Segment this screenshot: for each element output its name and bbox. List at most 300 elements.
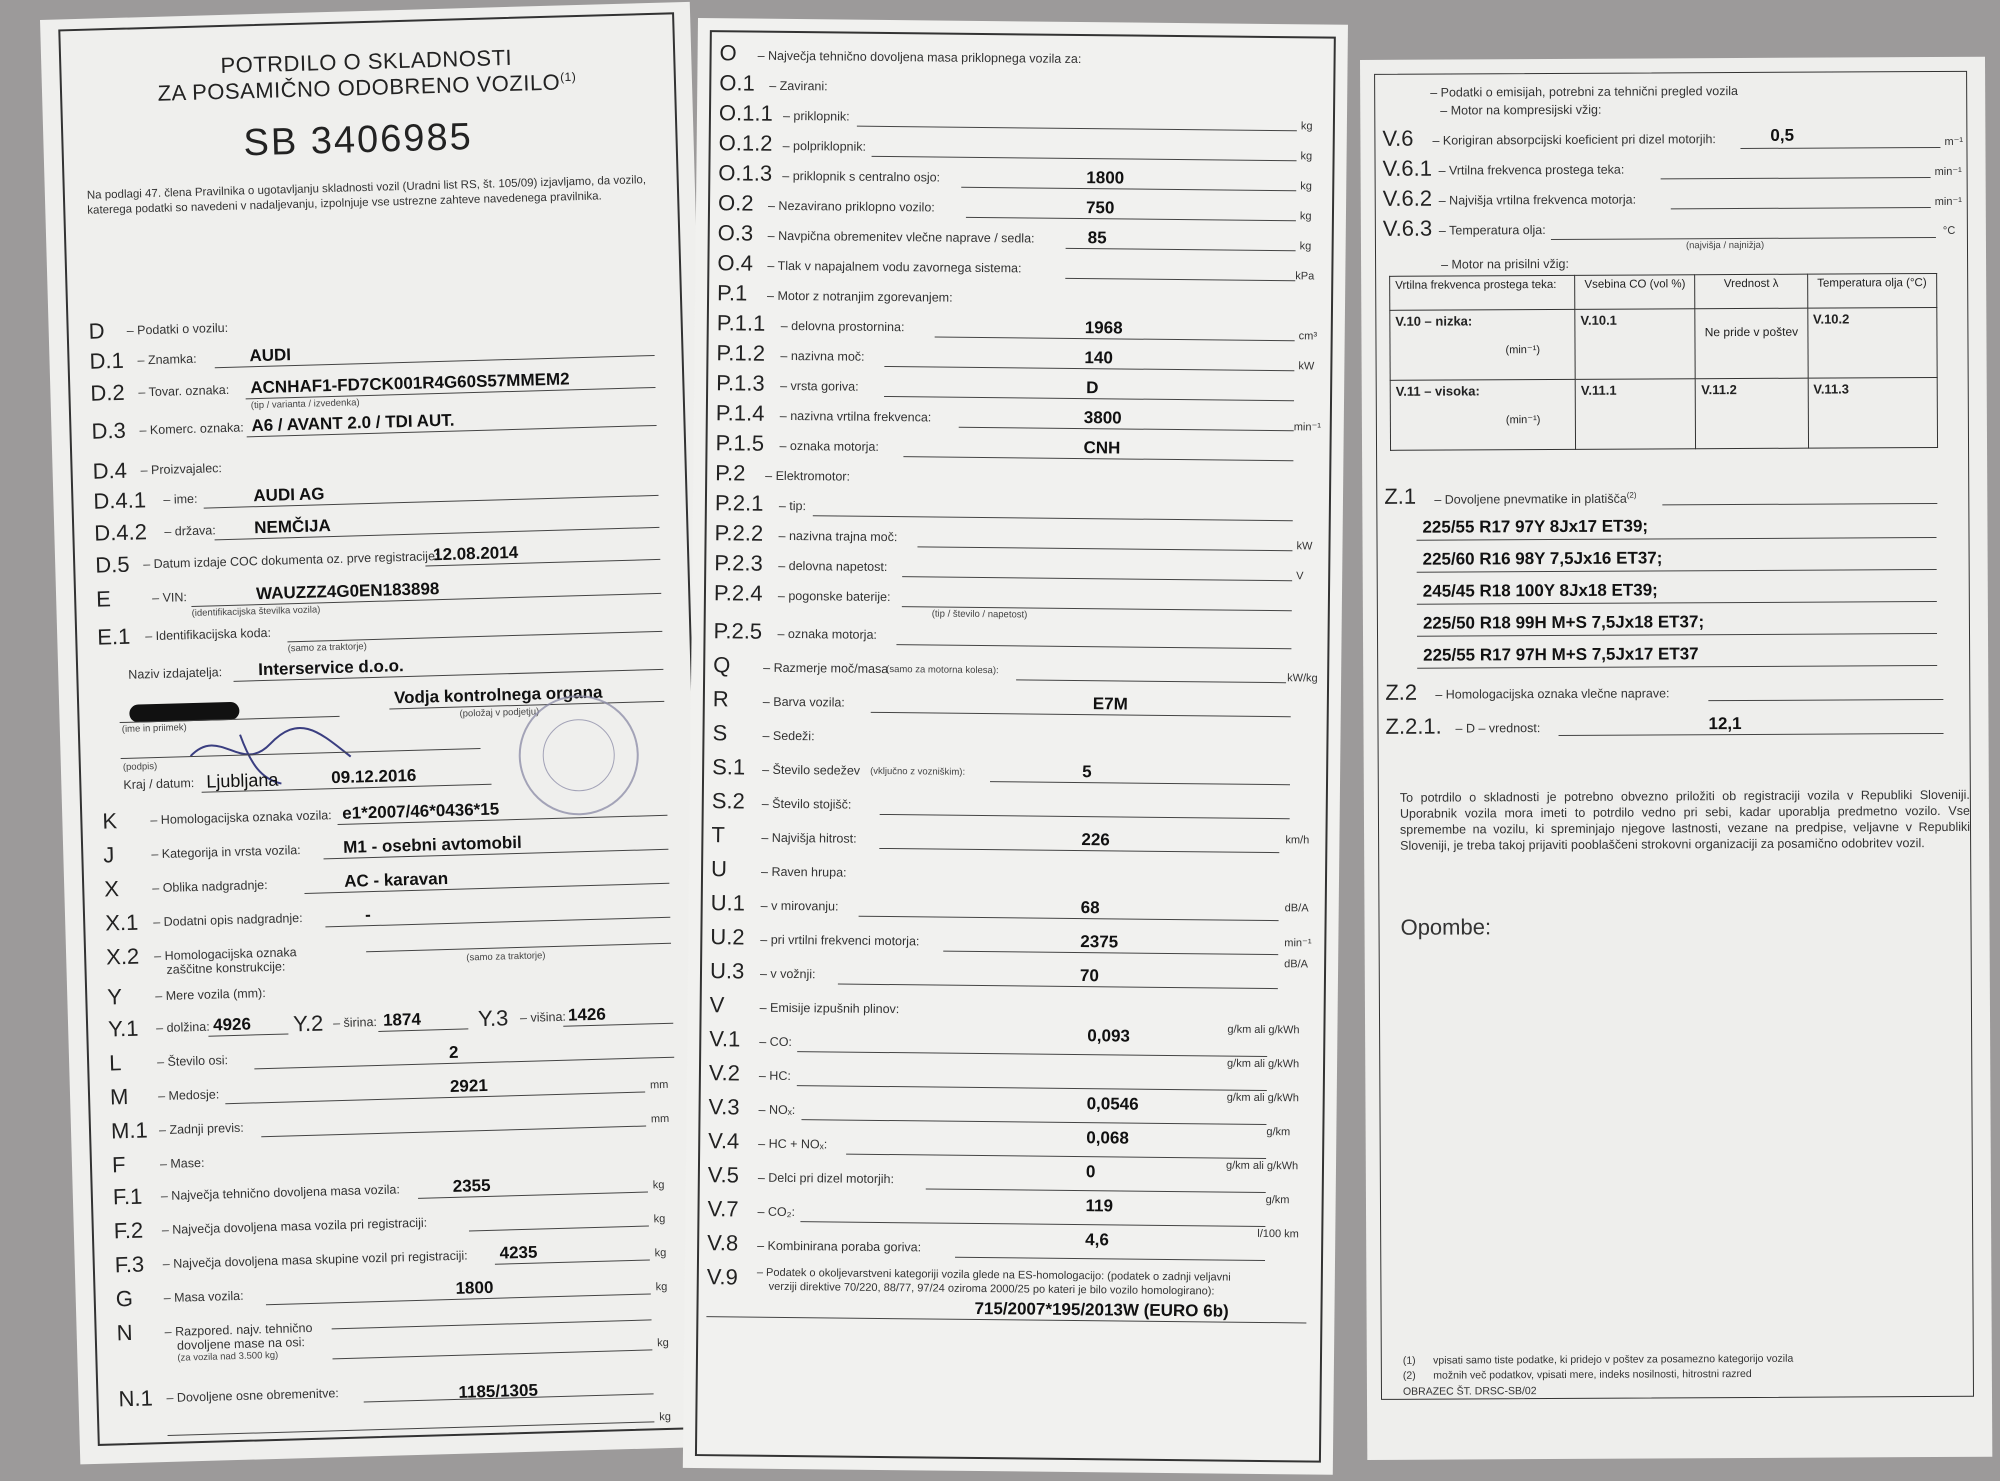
- field-line: [332, 1349, 652, 1359]
- field-label: – Homologacijska oznaka vozila:: [150, 808, 332, 828]
- field-label: – Največja dovoljena masa vozila pri registraciji:: [161, 1215, 428, 1238]
- field-label: – Homologacijska oznaka vlečne naprave:: [1435, 686, 1670, 702]
- field-line: [1417, 537, 1937, 541]
- row-v63: [1361, 213, 1986, 252]
- field-code: P.1.1: [716, 310, 766, 336]
- field-label: – Identifikacijska koda:: [145, 625, 272, 644]
- field-line: [797, 1085, 1267, 1091]
- field-line: [469, 1225, 649, 1231]
- fuel-value: D: [1086, 378, 1099, 398]
- field-label: – Homologacijska oznaka: [153, 945, 297, 964]
- stamp-emblem: [542, 718, 616, 792]
- field-unit: kPa: [1295, 270, 1315, 283]
- field-unit: kg: [654, 1246, 667, 1260]
- field-label: – Podatek o okoljevarstveni kategoriji vozila glede na ES-homologacijo: (podatek o zadnji veljavni: [756, 1266, 1231, 1284]
- list-item: [1416, 513, 1936, 546]
- width-value: 1874: [382, 1009, 422, 1030]
- field-unit: dB/A: [1284, 902, 1309, 915]
- field-label: – Proizvajalec:: [140, 461, 223, 478]
- field-label: – Število stojišč:: [761, 796, 852, 812]
- type-code-value: ACNHAF1-FD7CK001R4G60S57MMEM2: [250, 369, 570, 398]
- field-code: V.3: [708, 1094, 740, 1120]
- table-cell: V.11.1: [1575, 379, 1696, 450]
- field-label: – v mirovanju:: [760, 898, 839, 914]
- section-heading: – Motor na prisilni vžig:: [1441, 256, 1569, 272]
- field-label: – HC:: [758, 1068, 791, 1084]
- colour-value: E7M: [1092, 694, 1128, 714]
- field-sub: (samo za traktorje): [287, 641, 367, 655]
- field-code: O.2: [717, 190, 754, 216]
- field-label: – Masa vozila:: [163, 1288, 244, 1306]
- vin-value: WAUZZZ4G0EN183898: [255, 579, 440, 604]
- axle-loads-value: 1185/1305: [458, 1380, 539, 1402]
- list-item: [1417, 609, 1937, 642]
- row-v62: [1361, 183, 1986, 216]
- nox-value: 0,0546: [1086, 1094, 1139, 1114]
- place-value: Ljubljana: [206, 769, 279, 792]
- wheelbase-value: 2921: [449, 1075, 489, 1096]
- field-label: – Oblika nadgradnje:: [152, 877, 268, 896]
- field-code: U.2: [710, 924, 745, 950]
- field-line: [813, 515, 1293, 521]
- field-label: – priklopnik:: [782, 108, 850, 124]
- field-code: O.4: [717, 250, 754, 276]
- field-label: – priklopnik s centralno osjo:: [782, 168, 941, 185]
- field-code: P.1.2: [716, 340, 766, 366]
- table-cell: [1390, 379, 1575, 450]
- field-label: – nazivna vrtilna frekvenca:: [779, 408, 932, 425]
- noise-rpm-value: 2375: [1080, 932, 1119, 952]
- field-code: V.9: [706, 1264, 738, 1290]
- axles-value: 2: [448, 1042, 459, 1062]
- field-label: verziji direktive 70/220, 88/77, 97/24 oziroma 2000/25 po kateri je bilo vozilo homologirano):: [768, 1280, 1215, 1298]
- field-unit: kg: [1299, 210, 1312, 223]
- field-code: D.4.1: [93, 487, 147, 514]
- field-label: – dolžina:: [155, 1019, 210, 1036]
- field-label: – Elektromotor:: [765, 468, 851, 484]
- field-unit: kg: [1299, 240, 1312, 253]
- field-line: [896, 644, 1291, 649]
- field-label: – pri vrtilni frekvenci motorja:: [760, 932, 920, 949]
- field-code: Y.2: [292, 1010, 324, 1037]
- field-label: – Motor z notranjim zgorevanjem:: [767, 288, 953, 305]
- field-unit: kW/kg: [1287, 672, 1318, 685]
- manufacturer-value: AUDI AG: [253, 484, 325, 506]
- field-unit: min⁻¹: [1934, 195, 1962, 208]
- table-cell-text: V.10 – nizka:: [1395, 313, 1473, 329]
- tyre-value: 225/60 R16 98Y 7,5Jx16 ET37;: [1422, 548, 1663, 569]
- field-line: [872, 156, 1297, 161]
- field-label: – D – vrednost:: [1455, 721, 1541, 736]
- field-code: S.1: [712, 754, 746, 780]
- field-sub: (identifikacijska številka vozila): [191, 604, 321, 619]
- field-code: O.1: [719, 70, 755, 96]
- field-label: – pogonske baterije:: [777, 588, 891, 605]
- field-code: P.2.4: [713, 580, 763, 606]
- field-line: [1559, 733, 1944, 736]
- legal-notice: To potrdilo o skladnosti je potrebno obvezno priložiti ob registraciji vozila v Republiki Sloveniji. Uporabnik vozila mora imeti to potrdilo vedno pri sebi, kadar uporablja predmetno vozilo. Vse spremembe na vozilu, ki spreminjajo njegove lastnosti, vezane na predpise, veljavne v Republiki Sloveniji, je treba takoj prijaviti pooblaščeni strokovni organizaciji za posamično odobritev vozil.: [1399, 787, 1971, 853]
- field-unit: kg: [652, 1179, 665, 1192]
- page-right: [1360, 57, 1992, 1460]
- field-code: R: [712, 686, 729, 712]
- field-unit: g/km: [1265, 1194, 1290, 1207]
- field-label: – Medosje:: [157, 1087, 220, 1104]
- field-unit: min⁻¹: [1293, 421, 1322, 434]
- table-cell-unit: (min⁻¹): [1505, 344, 1541, 357]
- field-line: [926, 1188, 1266, 1193]
- table-cell: V.11.2: [1696, 378, 1809, 449]
- notes-heading: Opombe:: [1400, 914, 1492, 940]
- field-unit: g/km: [1266, 1126, 1291, 1139]
- homologation-value: e1*2007/46*0436*15: [342, 799, 500, 823]
- field-unit: V: [1296, 570, 1304, 583]
- noise-stationary-value: 68: [1080, 898, 1100, 918]
- noise-driving-value: 70: [1079, 966, 1100, 986]
- field-unit: min⁻¹: [1934, 165, 1962, 178]
- field-label: – Sedeži:: [762, 728, 815, 744]
- field-label: – Navpična obremenitev vlečne naprave / sedla:: [767, 228, 1035, 246]
- field-label: – Dovoljene osne obremenitve:: [166, 1386, 339, 1406]
- field-sub: (za vozila nad 3.500 kg): [177, 1349, 279, 1364]
- field-code: E: [95, 586, 112, 612]
- field-line: [168, 1421, 655, 1436]
- field-code: X.2: [105, 943, 140, 970]
- field-code: V.8: [707, 1230, 739, 1256]
- field-sub: (samo za motorna kolesa):: [886, 664, 999, 677]
- field-unit: kg: [1300, 120, 1313, 133]
- field-label: – Datum izdaje COC dokumenta oz. prve registracije:: [143, 549, 439, 572]
- list-item: [1417, 545, 1937, 578]
- intro-text: Na podlagi 47. člena Pravilnika o ugotavljanju skladnosti vozil (Uradni list RS, št. 105/09) izjavljamo, da vozilo, katerega podatki so navedeni v nadaljevanju, izpolnjuje vse ustrezne zahteve navedenega pravilnika.: [86, 174, 647, 217]
- field-sub: (tip / varianta / izvedenka): [250, 397, 360, 412]
- field-label: – CO₂:: [757, 1204, 796, 1220]
- table-cell: V.11.3: [1808, 377, 1938, 448]
- field-code: X.1: [104, 909, 139, 936]
- seats-value: 5: [1082, 762, 1092, 782]
- field-label: – Mere vozila (mm):: [155, 986, 266, 1004]
- field-label: – polpriklopnik:: [782, 138, 867, 154]
- vehicle-mass-value: 1800: [455, 1277, 494, 1298]
- field-code: D.4.2: [94, 519, 148, 546]
- field-unit: mm: [650, 1112, 670, 1126]
- field-code: V.6.2: [1382, 185, 1433, 211]
- field-code: V.2: [708, 1060, 741, 1086]
- field-label: – oznaka motorja:: [779, 438, 879, 454]
- field-label: – nazivna moč:: [780, 348, 865, 364]
- field-unit: kW: [1296, 540, 1313, 553]
- field-unit: kg: [655, 1280, 668, 1294]
- table-cell: [1390, 309, 1575, 380]
- field-line: [1417, 665, 1937, 669]
- field-label: – Barva vozila:: [762, 694, 845, 710]
- field-unit: g/km ali g/kWh: [1227, 1057, 1300, 1071]
- field-line: [1066, 248, 1296, 251]
- field-code: G: [115, 1285, 134, 1312]
- unbraked-trailer-value: 750: [1085, 198, 1115, 218]
- field-label: zaščitne konstrukcije:: [166, 959, 286, 977]
- footnote-2: (2) možnih več podatkov, vpisati mere, indeks nosilnosti, hitrostni razred: [1402, 1367, 1752, 1382]
- page-left: [40, 2, 730, 1465]
- field-sub: (vključno z vozniškim):: [870, 765, 966, 778]
- table-row: [1390, 307, 1937, 380]
- field-unit: cm³: [1298, 330, 1318, 343]
- field-code: V.5: [707, 1162, 740, 1188]
- field-code: F.2: [113, 1217, 144, 1244]
- field-code: O.1.3: [718, 160, 773, 186]
- field-code: Z.2: [1385, 679, 1418, 705]
- field-code: Q: [713, 652, 731, 678]
- field-unit: g/km ali g/kWh: [1227, 1023, 1300, 1037]
- table-header-cell: Vrtilna frekvenca prostega teka:: [1390, 275, 1575, 310]
- section-heading: – Podatki o emisijah, potrebni za tehnični pregled vozila: [1430, 84, 1739, 100]
- emission-class-value: 715/2007*195/2013W (EURO 6b): [974, 1298, 1229, 1321]
- field-line: [800, 1221, 1265, 1227]
- field-unit: m⁻¹: [1944, 135, 1964, 148]
- field-label: – Nezavirano priklopno vozilo:: [767, 198, 935, 215]
- field-code: P.2: [715, 460, 746, 486]
- field-label: – Podatki o vozilu:: [126, 320, 229, 338]
- field-label: – oznaka motorja:: [777, 626, 877, 642]
- field-line: [1016, 679, 1286, 683]
- field-line: [1708, 699, 1943, 701]
- field-code: F.1: [112, 1183, 143, 1210]
- field-label: – Najvišja hitrost:: [761, 830, 857, 846]
- footnote-1: (1) vpisati samo tiste podatke, ki pridejo v poštev za posamezno kategorijo vozila: [1402, 1352, 1794, 1367]
- field-line: [871, 712, 1291, 717]
- field-line: [990, 781, 1290, 785]
- row-v61: [1361, 153, 1986, 186]
- field-code: O: [719, 40, 737, 66]
- field-line: [121, 748, 481, 759]
- table-cell-unit: (min⁻¹): [1505, 414, 1541, 427]
- field-label: – Tovar. oznaka:: [138, 382, 230, 400]
- field-label: – višina:: [519, 1009, 567, 1025]
- field-code: P.1.5: [715, 430, 765, 456]
- serial-number: SB 3406985: [242, 115, 474, 165]
- field-label: – Zadnji previs:: [158, 1120, 244, 1138]
- field-label: – Korigiran absorpcijski koeficient pri dizel motorjih:: [1432, 132, 1716, 148]
- field-label: – Največja dovoljena masa skupine vozil pri registraciji:: [162, 1248, 468, 1272]
- field-label: – Najvišja vrtilna frekvenca motorja:: [1438, 192, 1637, 208]
- field-label: dovoljene mase na osi:: [176, 1335, 306, 1353]
- field-line: [1740, 147, 1940, 149]
- first-registration-value: 12.08.2014: [432, 542, 519, 565]
- field-unit: g/km ali g/kWh: [1225, 1159, 1299, 1173]
- displacement-value: 1968: [1084, 318, 1123, 338]
- field-line: [801, 1119, 1266, 1125]
- field-line: [859, 916, 1279, 921]
- field-code: P.2.1: [714, 490, 764, 516]
- field-label: – Število sedežev: [762, 762, 861, 778]
- field-label: – Število osi:: [156, 1053, 229, 1070]
- field-label: – CO:: [759, 1034, 793, 1050]
- field-code: D.1: [89, 347, 125, 374]
- absorption-value: 0,5: [1770, 125, 1795, 145]
- field-label: – Dovoljene pnevmatike in platišča$^{(2)}$: [1434, 490, 1637, 507]
- field-label: – delovna prostornina:: [780, 318, 905, 335]
- form-number: OBRAZEC ŠT. DRSC-SB/02: [1402, 1385, 1537, 1398]
- row-z2: [1363, 677, 1988, 710]
- field-code: D.2: [90, 379, 126, 406]
- list-item: [1417, 577, 1937, 610]
- field-unit: kg: [657, 1336, 669, 1350]
- field-sub: (samo za traktorje): [466, 950, 546, 964]
- table-header-row: [1390, 273, 1937, 310]
- field-line: [838, 984, 1278, 990]
- field-unit: g/km ali g/kWh: [1226, 1091, 1299, 1105]
- field-code: F.3: [114, 1251, 145, 1278]
- field-code: P.1.4: [715, 400, 765, 426]
- field-unit: mm: [649, 1078, 669, 1092]
- field-unit: kg: [1300, 180, 1312, 193]
- field-code: E.1: [96, 623, 131, 650]
- field-label: – nazivna trajna moč:: [778, 528, 898, 545]
- field-line: [955, 1257, 1265, 1261]
- field-label: – Temperatura olja:: [1438, 223, 1546, 238]
- field-code: V.1: [709, 1026, 741, 1052]
- field-line: [846, 1154, 1266, 1159]
- field-line: [857, 126, 1297, 132]
- tyre-value: 225/55 R17 97Y 8Jx17 ET39;: [1422, 516, 1649, 537]
- field-line: [797, 1051, 1267, 1057]
- field-label: – NOₓ:: [758, 1102, 796, 1118]
- field-label: – Delci pri dizel motorjih:: [757, 1170, 895, 1187]
- field-label: – Znamka:: [137, 351, 197, 368]
- field-code: T: [711, 822, 726, 848]
- field-code: N.1: [118, 1385, 154, 1412]
- table-header-cell: Temperatura olja (°C): [1807, 273, 1937, 308]
- hc-nox-value: 0,068: [1086, 1128, 1129, 1148]
- rated-speed-value: 3800: [1083, 408, 1122, 428]
- field-unit: dB/A: [1284, 958, 1309, 971]
- field-label: – Razpored. najv. tehnično: [164, 1320, 313, 1340]
- field-code: D.4: [92, 457, 128, 484]
- field-sub: (najvišja / najnižja): [1685, 239, 1765, 252]
- field-label: – Komerc. oznaka:: [139, 420, 244, 438]
- field-code: M: [109, 1083, 129, 1110]
- doc-title-line2: ZA POSAMIČNO ODOBRENO VOZILO$^{(1)}$: [157, 69, 577, 106]
- field-label: – širina:: [332, 1014, 378, 1031]
- field-label: – Zavirani:: [769, 78, 828, 94]
- tyre-value: 225/55 R17 97H M+S 7,5Jx17 ET37: [1423, 644, 1699, 665]
- field-code: U.3: [709, 958, 745, 984]
- vertical-load-value: 85: [1087, 228, 1107, 248]
- field-code: F: [111, 1152, 126, 1178]
- field-unit: kg: [1300, 150, 1313, 163]
- field-code: Z.2.1.: [1385, 713, 1442, 739]
- field-code: V.4: [708, 1128, 740, 1154]
- field-label: Naziv izdajatelja:: [128, 665, 223, 682]
- field-code: P.2.3: [714, 550, 763, 576]
- field-line: [966, 217, 1296, 221]
- field-code: L: [108, 1050, 122, 1076]
- field-label: – VIN:: [151, 590, 188, 606]
- particulates-value: 0: [1085, 1162, 1096, 1182]
- table-row: [1390, 377, 1937, 450]
- field-line: [1671, 207, 1931, 209]
- row-v9: [684, 1264, 1335, 1341]
- field-line: [325, 917, 670, 928]
- power-value: 140: [1084, 348, 1113, 368]
- field-line: [1417, 633, 1937, 637]
- co-value: 0,093: [1087, 1026, 1131, 1046]
- table-cell: V.10.1: [1575, 309, 1696, 380]
- field-line: [959, 427, 1294, 432]
- field-code: S: [712, 720, 728, 746]
- field-code: Y.3: [477, 1005, 509, 1032]
- field-label: – Kombinirana poraba goriva:: [757, 1238, 922, 1255]
- field-line: [332, 1319, 652, 1329]
- field-label: – Tlak v napajalnem vodu zavornega sistema:: [767, 258, 1022, 276]
- field-label: – Vrtilna frekvenca prostega teka:: [1438, 162, 1625, 178]
- field-code: U: [710, 856, 728, 882]
- field-label: – Dodatni opis nadgradnje:: [153, 911, 303, 930]
- table-cell: V.10.2: [1807, 307, 1937, 378]
- list-item: [1417, 641, 1937, 674]
- field-code: O.1.2: [718, 130, 773, 156]
- field-code: M.1: [110, 1117, 149, 1144]
- field-label: – Raven hrupa:: [760, 864, 847, 880]
- tyre-value: 225/50 R18 99H M+S 7,5Jx18 ET37;: [1422, 612, 1705, 633]
- field-code: V: [709, 992, 725, 1018]
- field-code: V.7: [707, 1196, 739, 1222]
- engine-code-value: CNH: [1083, 438, 1121, 458]
- field-unit: km/h: [1285, 834, 1310, 847]
- field-label: – HC + NOₓ:: [758, 1136, 828, 1152]
- field-unit: °C: [1942, 224, 1956, 237]
- field-line: [902, 576, 1292, 581]
- field-code: Y.1: [107, 1015, 139, 1042]
- field-code: O.3: [717, 220, 754, 246]
- field-line: [1065, 278, 1295, 281]
- field-label: – v vožnji:: [759, 966, 816, 982]
- category-value: M1 - osebni avtomobil: [342, 832, 522, 857]
- field-code: O.1.1: [718, 100, 773, 126]
- table-header-cell: Vsebina CO (vol %): [1575, 275, 1695, 310]
- field-label: – ime:: [163, 491, 198, 507]
- table-cell-text: V.11 – visoka:: [1395, 383, 1480, 399]
- field-line: [1662, 503, 1937, 505]
- field-line: [961, 187, 1296, 192]
- field-sub: (tip / število / napetost): [931, 608, 1028, 621]
- field-code: K: [102, 808, 118, 834]
- centre-axle-trailer-value: 1800: [1086, 168, 1125, 188]
- petrol-emission-table: [1389, 273, 1938, 451]
- field-code: D.3: [91, 417, 127, 444]
- field-line: [880, 814, 1290, 819]
- field-code: V.6: [1382, 125, 1414, 151]
- field-label: – Največja tehnično dovoljena masa priklopnega vozila za:: [757, 48, 1082, 67]
- field-label: – vrsta goriva:: [780, 378, 859, 394]
- field-code: P.1.3: [716, 370, 765, 396]
- field-label: – delovna napetost:: [778, 558, 888, 575]
- field-label: – Kategorija in vrsta vozila:: [151, 843, 301, 862]
- position-value: Vodja kontrolnega organa: [393, 682, 603, 708]
- field-code: N: [116, 1319, 133, 1346]
- field-code: S.2: [711, 788, 745, 814]
- country-value: NEMČIJA: [253, 516, 332, 538]
- fuel-consumption-value: 4,6: [1085, 1230, 1109, 1250]
- table-header-cell: Vrednost λ: [1695, 274, 1807, 309]
- section-heading: – Motor na kompresijski vžig:: [1440, 102, 1602, 118]
- body-extra-value: -: [364, 905, 372, 925]
- issuer-value: Interservice d.o.o.: [257, 656, 404, 680]
- field-sub: (ime in priimek): [121, 722, 187, 735]
- field-label: – Razmerje moč/masa: [763, 660, 889, 677]
- field-sub: (podpis): [122, 761, 158, 773]
- date-value: 09.12.2016: [331, 765, 417, 788]
- field-line: [1417, 601, 1937, 605]
